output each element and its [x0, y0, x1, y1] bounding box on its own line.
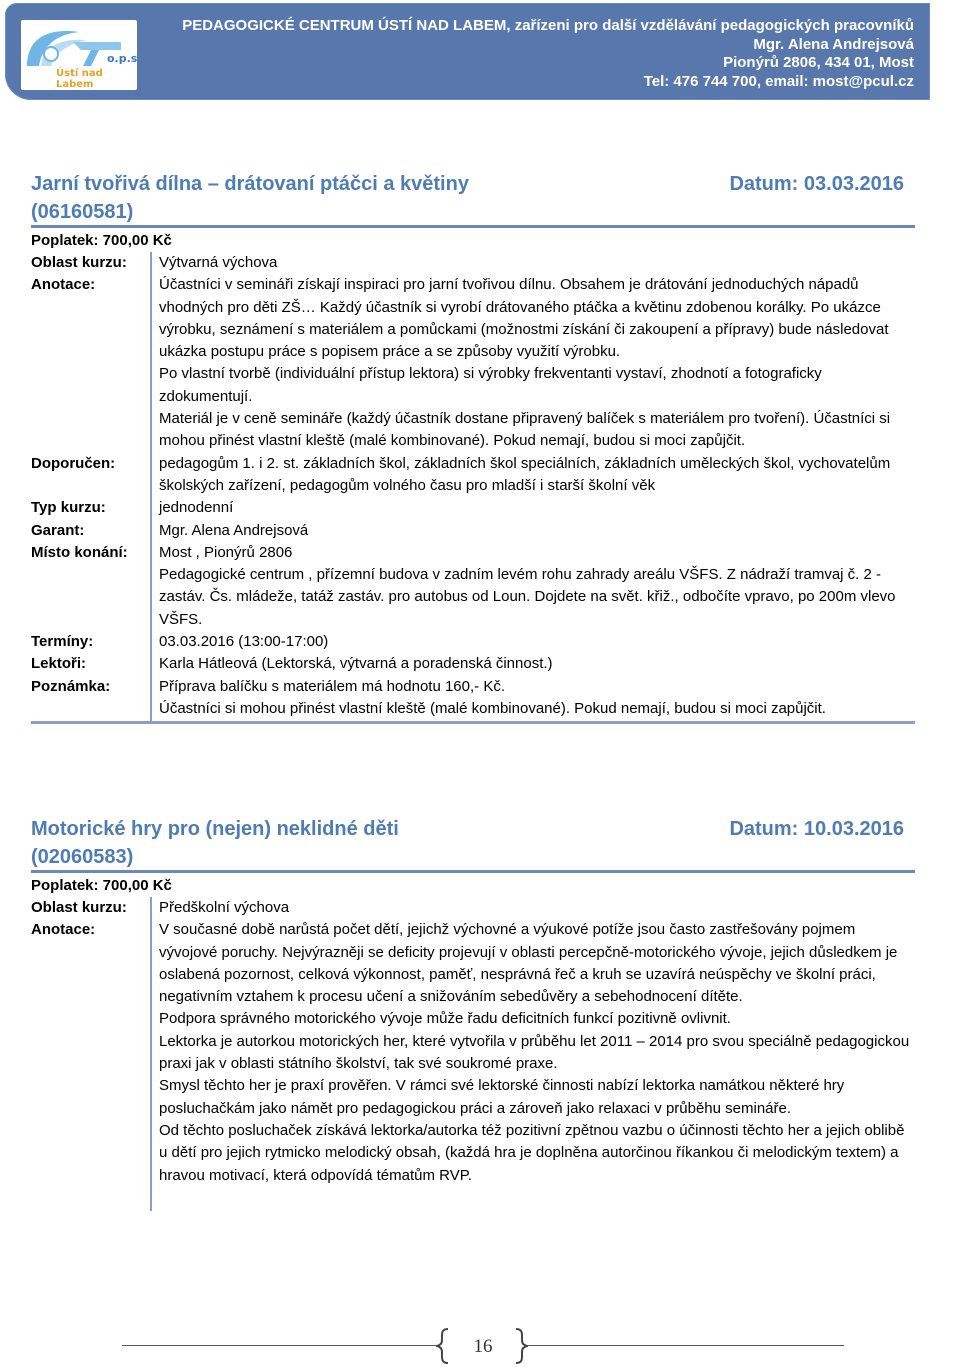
course-date: Datum: 03.03.2016: [729, 173, 904, 195]
course-bottom-divider: [31, 721, 915, 724]
header-contact: Tel: 476 744 700, email: most@pcul.cz: [643, 72, 914, 90]
course-block-1: [31, 170, 915, 724]
detail-row: [31, 897, 915, 919]
detail-paragraph: Účastníci v semináři získají inspiraci pro jarní tvořivou dílnu. Obsahem je drátování jednoduchých nápadů vhodných pro děti ZŠ… Každý účastník si vyrobí drátovaného ptáčka a květinu zdobenou korálky. Po ukázce výrobku, seznámení s materiálem a pomůckami (možnostmi získání či zakoupení a přípravy) bude následovat ukázka postupu práce s popisem práce a se způsoby využití výrobku.: [159, 276, 889, 361]
page-number: 16: [473, 1336, 493, 1357]
detail-label: Garant:: [31, 521, 85, 539]
detail-value: [159, 274, 915, 452]
course-header: [31, 170, 915, 226]
footer-rule-right: [528, 1345, 844, 1346]
detail-value: [159, 520, 915, 542]
detail-row: [31, 453, 915, 498]
course-fee: Poplatek: 700,00 Kč: [31, 232, 172, 249]
detail-label: Oblast kurzu:: [31, 899, 127, 916]
detail-label: Místo konání:: [31, 543, 128, 561]
course-block-2: [31, 815, 915, 1187]
detail-paragraph: pedagogům 1. i 2. st. základních škol, základních škol speciálních, základních uměleckých škol, vychovatelům školských zařízení, pedagogům volného času pro mladší i starší školní věk: [159, 454, 891, 494]
detail-paragraph: Od těchto posluchaček získává lektorka/autorka též pozitivní zpětnou vazbu o účinnosti těchto her a jejich oblibě u dětí pro jejich rytmicko melodický obsah, (každá hra je doplněna autorčinou říkankou či melodickým textem) a hravou motivací, která odpovídá tématům RVP.: [159, 1121, 905, 1184]
header-address: Pionýrů 2806, 434 01, Most: [723, 54, 914, 71]
course-title: Jarní tvořivá dílna – drátovaní ptáčci a květiny (06160581): [31, 173, 469, 223]
left-brace-icon: [436, 1328, 450, 1364]
detail-paragraph: Mgr. Alena Andrejsová: [159, 521, 309, 539]
right-brace-icon: [514, 1328, 528, 1364]
details-column-divider: [150, 252, 152, 721]
page-footer: [0, 1326, 960, 1366]
footer-rule-left: [122, 1345, 438, 1346]
detail-paragraph: Karla Hátleová (Lektorská, výtvarná a poradenská činnost.): [159, 655, 553, 673]
detail-value: [159, 676, 915, 721]
logo: [21, 20, 142, 90]
detail-paragraph: Materiál je v ceně semináře (každý účastník dostane připravený balíček s materiálem pro tvoření). Účastníci si mohou přinést vlastní kleště (malé kombinované). Pokud nemají, budou si moci zapůjčit.: [159, 410, 891, 450]
detail-value: [159, 453, 915, 498]
detail-paragraph: Výtvarná výchova: [159, 254, 278, 271]
detail-value: [159, 631, 915, 653]
detail-row: [31, 497, 915, 519]
detail-row: [31, 676, 915, 721]
details-column-divider: [150, 897, 152, 1211]
detail-paragraph: Účastníci si mohou přinést vlastní kleště (malé kombinované). Pokud nemají, budou si moci zapůjčit.: [159, 699, 826, 717]
detail-paragraph: Lektorka je autorkou motorických her, které vytvořila v průběhu let 2011 – 2014 pro svou speciálně pedagogickou praxi jak v oblasti státního školství, tak své soukromé praxe.: [159, 1032, 910, 1073]
detail-paragraph: Po vlastní tvorbě (individuální přístup lektora) si výrobky frekventanti vystaví, zhodnotí a fotograficky zdokumentují.: [159, 365, 822, 405]
detail-paragraph: Příprava balíčku s materiálem má hodnotu 160,- Kč.: [159, 677, 505, 695]
header-director: Mgr. Alena Andrejsová: [753, 35, 914, 53]
detail-paragraph: V současné době narůstá počet dětí, jejichž výchovné a výukové potíže jsou často zastřešovány pojmem vývojové poruchy. Nejvýrazněji se deficity projevují v oblasti percepčně-motorického vývoje, jejich důsledkem je oslabená pozornost, celková výkonnost, paměť, nesprávná řeč a kruh se uzavírá neúspěchy ve školní práci, negativním vztahem k procesu učení a snižováním sebedůvěry a sebehodnocení dítěte.: [159, 921, 898, 1006]
course-divider: [31, 870, 915, 873]
logo-ops-text: o.p.s.: [107, 52, 142, 65]
header-banner: [5, 3, 930, 100]
detail-label: Doporučen:: [31, 454, 116, 472]
detail-row: [31, 252, 915, 274]
detail-value: [159, 497, 915, 519]
detail-label: Termíny:: [31, 633, 94, 651]
detail-value: [159, 919, 915, 1187]
detail-paragraph: Smysl těchto her je praxí prověřen. V rámci své lektorské činnosti nabízí lektorka namátkou některé hry posluchačkám jako námět pro pedagogickou práci a zároveň jako relaxaci v průběhu semináře.: [159, 1077, 845, 1117]
detail-row: [31, 919, 915, 1187]
detail-value: [159, 542, 915, 631]
detail-value: [159, 897, 915, 919]
detail-label: Oblast kurzu:: [31, 254, 127, 271]
detail-paragraph: Podpora správného motorického vývoje může řadu deficitních funkcí pozitivně ovlivnit.: [159, 1010, 731, 1028]
course-details: [31, 897, 915, 1187]
detail-paragraph: jednodenní: [159, 499, 234, 517]
detail-value: [159, 653, 915, 675]
detail-row: [31, 631, 915, 653]
header-contact-block: [182, 17, 914, 91]
detail-paragraph: Pedagogické centrum , přízemní budova v zadním levém rohu zahrady areálu VŠFS. Z nádraží tramvaj č. 2 - zastáv. Čs. mládeže, tatáž zastáv. pro autobus od Loun. Dojdete na svět. křiž., odbočíte vpravo, po 200m vlevo VŠFS.: [159, 566, 896, 628]
course-fee: Poplatek: 700,00 Kč: [31, 877, 172, 894]
course-details: [31, 252, 915, 724]
course-date: Datum: 10.03.2016: [729, 818, 904, 840]
detail-label: Anotace:: [31, 276, 96, 294]
detail-label: Anotace:: [31, 921, 96, 939]
detail-row: [31, 274, 915, 452]
detail-label: Poznámka:: [31, 677, 111, 695]
detail-paragraph: 03.03.2016 (13:00-17:00): [159, 633, 329, 651]
detail-label: Typ kurzu:: [31, 499, 106, 517]
detail-row: [31, 542, 915, 631]
detail-paragraph: Předškolní výchova: [159, 899, 290, 916]
header-institution: PEDAGOGICKÉ CENTRUM ÚSTÍ NAD LABEM, zařízeni pro další vzdělávání pedagogických pracovníků: [182, 17, 914, 34]
detail-value: [159, 252, 915, 274]
course-divider: [31, 225, 915, 228]
course-title: Motorické hry pro (nejen) neklidné děti (02060583): [31, 818, 399, 868]
detail-row: [31, 653, 915, 675]
course-header: [31, 815, 915, 871]
detail-label: Lektoři:: [31, 655, 87, 673]
detail-paragraph: Most , Pionýrů 2806: [159, 543, 293, 561]
detail-row: [31, 520, 915, 542]
logo-city-text: Ústí nad Labem: [56, 68, 103, 90]
